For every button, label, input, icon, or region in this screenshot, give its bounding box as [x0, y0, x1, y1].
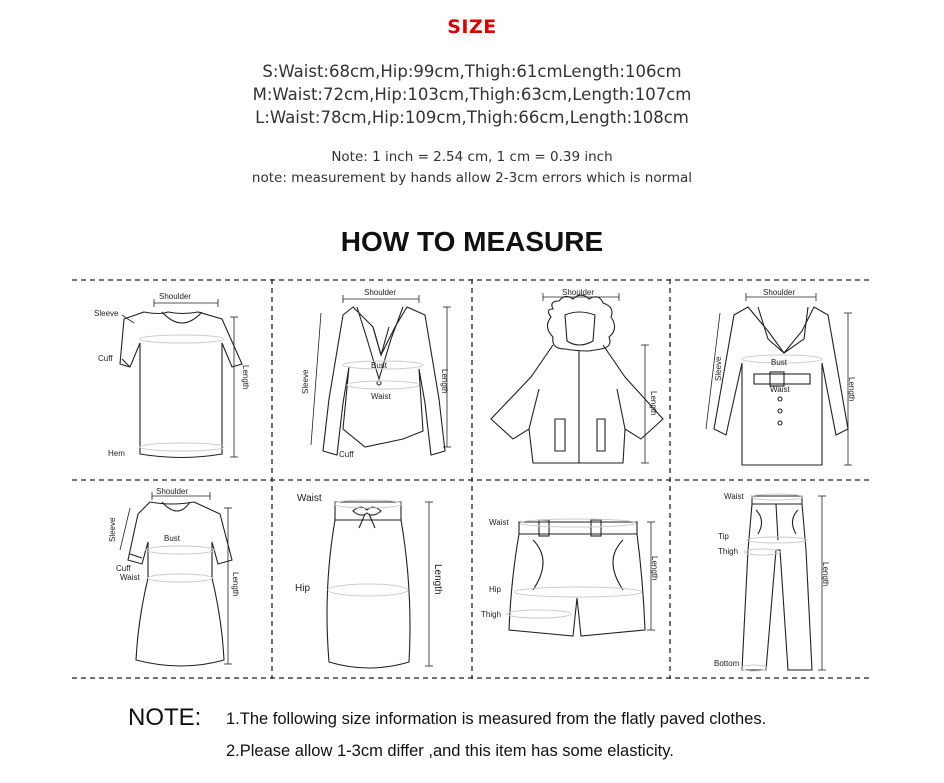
how-to-measure-title: HOW TO MEASURE — [340, 226, 604, 257]
trench-length-label: Length — [847, 377, 856, 402]
blazer-cuff-label: Cuff — [339, 450, 354, 459]
conversion-notes — [0, 147, 944, 189]
trench-drawing — [672, 279, 871, 478]
measurement-error-note: note: measurement by hands allow 2-3cm errors which is normal — [251, 170, 693, 186]
trousers-thigh-label: Thigh — [718, 547, 739, 556]
skirt-waist-label: Waist — [297, 493, 322, 504]
tshirt-shoulder-label: Shoulder — [159, 292, 192, 301]
tshirt-hem-label: Hem — [108, 449, 125, 458]
dress-shoulder-label: Shoulder — [156, 487, 189, 496]
shorts-length-label: Length — [650, 556, 659, 581]
trench-shoulder-label: Shoulder — [763, 288, 796, 297]
skirt-length-label: Length — [432, 564, 443, 595]
measure-grid — [72, 279, 872, 679]
dress-cuff-label: Cuff — [116, 564, 131, 573]
size-table — [0, 60, 944, 129]
blazer-shoulder-label: Shoulder — [364, 288, 397, 297]
cape-cell — [473, 279, 672, 478]
cape-shoulder-label: Shoulder — [562, 288, 595, 297]
dress-sleeve-label: Sleeve — [108, 517, 117, 542]
trench-sleeve-label: Sleeve — [714, 356, 723, 381]
blazer-cell — [273, 279, 472, 478]
dress-cell — [72, 480, 271, 679]
trench-cell — [672, 279, 871, 478]
dress-drawing — [72, 480, 271, 679]
dress-bust-label: Bust — [164, 534, 181, 543]
shorts-thigh-label: Thigh — [481, 610, 502, 619]
size-row-l: L:Waist:78cm,Hip:109cm,Thigh:66cm,Length:108cm — [255, 108, 689, 127]
shorts-hip-label: Hip — [489, 585, 502, 594]
tshirt-cell — [72, 279, 271, 478]
blazer-bust-label: Bust — [371, 361, 388, 370]
tshirt-cuff-label: Cuff — [98, 354, 113, 363]
cape-drawing — [473, 279, 672, 478]
trousers-cell — [672, 480, 871, 679]
note-line-1: 1.The following size information is measured from the flatly paved clothes. — [226, 710, 767, 728]
note-heading: NOTE: — [128, 704, 202, 731]
size-row-m: M:Waist:72cm,Hip:103cm,Thigh:63cm,Length:107cm — [252, 85, 692, 104]
trousers-tip-label: Tip — [718, 532, 729, 541]
trousers-drawing — [672, 480, 871, 679]
note-line-2: 2.Please allow 1-3cm differ ,and this item has some elasticity. — [226, 742, 674, 760]
blazer-length-label: Length — [440, 369, 449, 394]
shorts-waist-label: Waist — [489, 518, 509, 527]
blazer-waist-label: Waist — [371, 392, 391, 401]
trench-waist-label: Waist — [770, 385, 790, 394]
tshirt-length-label: Length — [241, 365, 250, 390]
size-row-s: S:Waist:68cm,Hip:99cm,Thigh:61cmLength:106cm — [262, 62, 682, 81]
tshirt-sleeve-label: Sleeve — [94, 309, 119, 318]
dress-waist-label: Waist — [120, 573, 140, 582]
trousers-length-label: Length — [821, 562, 830, 587]
skirt-hip-label: Hip — [295, 583, 311, 594]
size-title: SIZE — [447, 16, 497, 38]
trousers-bottom-label: Bottom — [714, 659, 740, 668]
shorts-drawing — [473, 480, 672, 679]
cape-length-label: Length — [649, 391, 658, 416]
trench-bust-label: Bust — [771, 358, 788, 367]
unit-conversion-note: Note: 1 inch = 2.54 cm, 1 cm = 0.39 inch — [331, 149, 613, 165]
dress-length-label: Length — [231, 572, 240, 597]
skirt-cell — [273, 480, 472, 679]
shorts-cell — [473, 480, 672, 679]
trousers-waist-label: Waist — [724, 492, 744, 501]
blazer-sleeve-label: Sleeve — [301, 369, 310, 394]
